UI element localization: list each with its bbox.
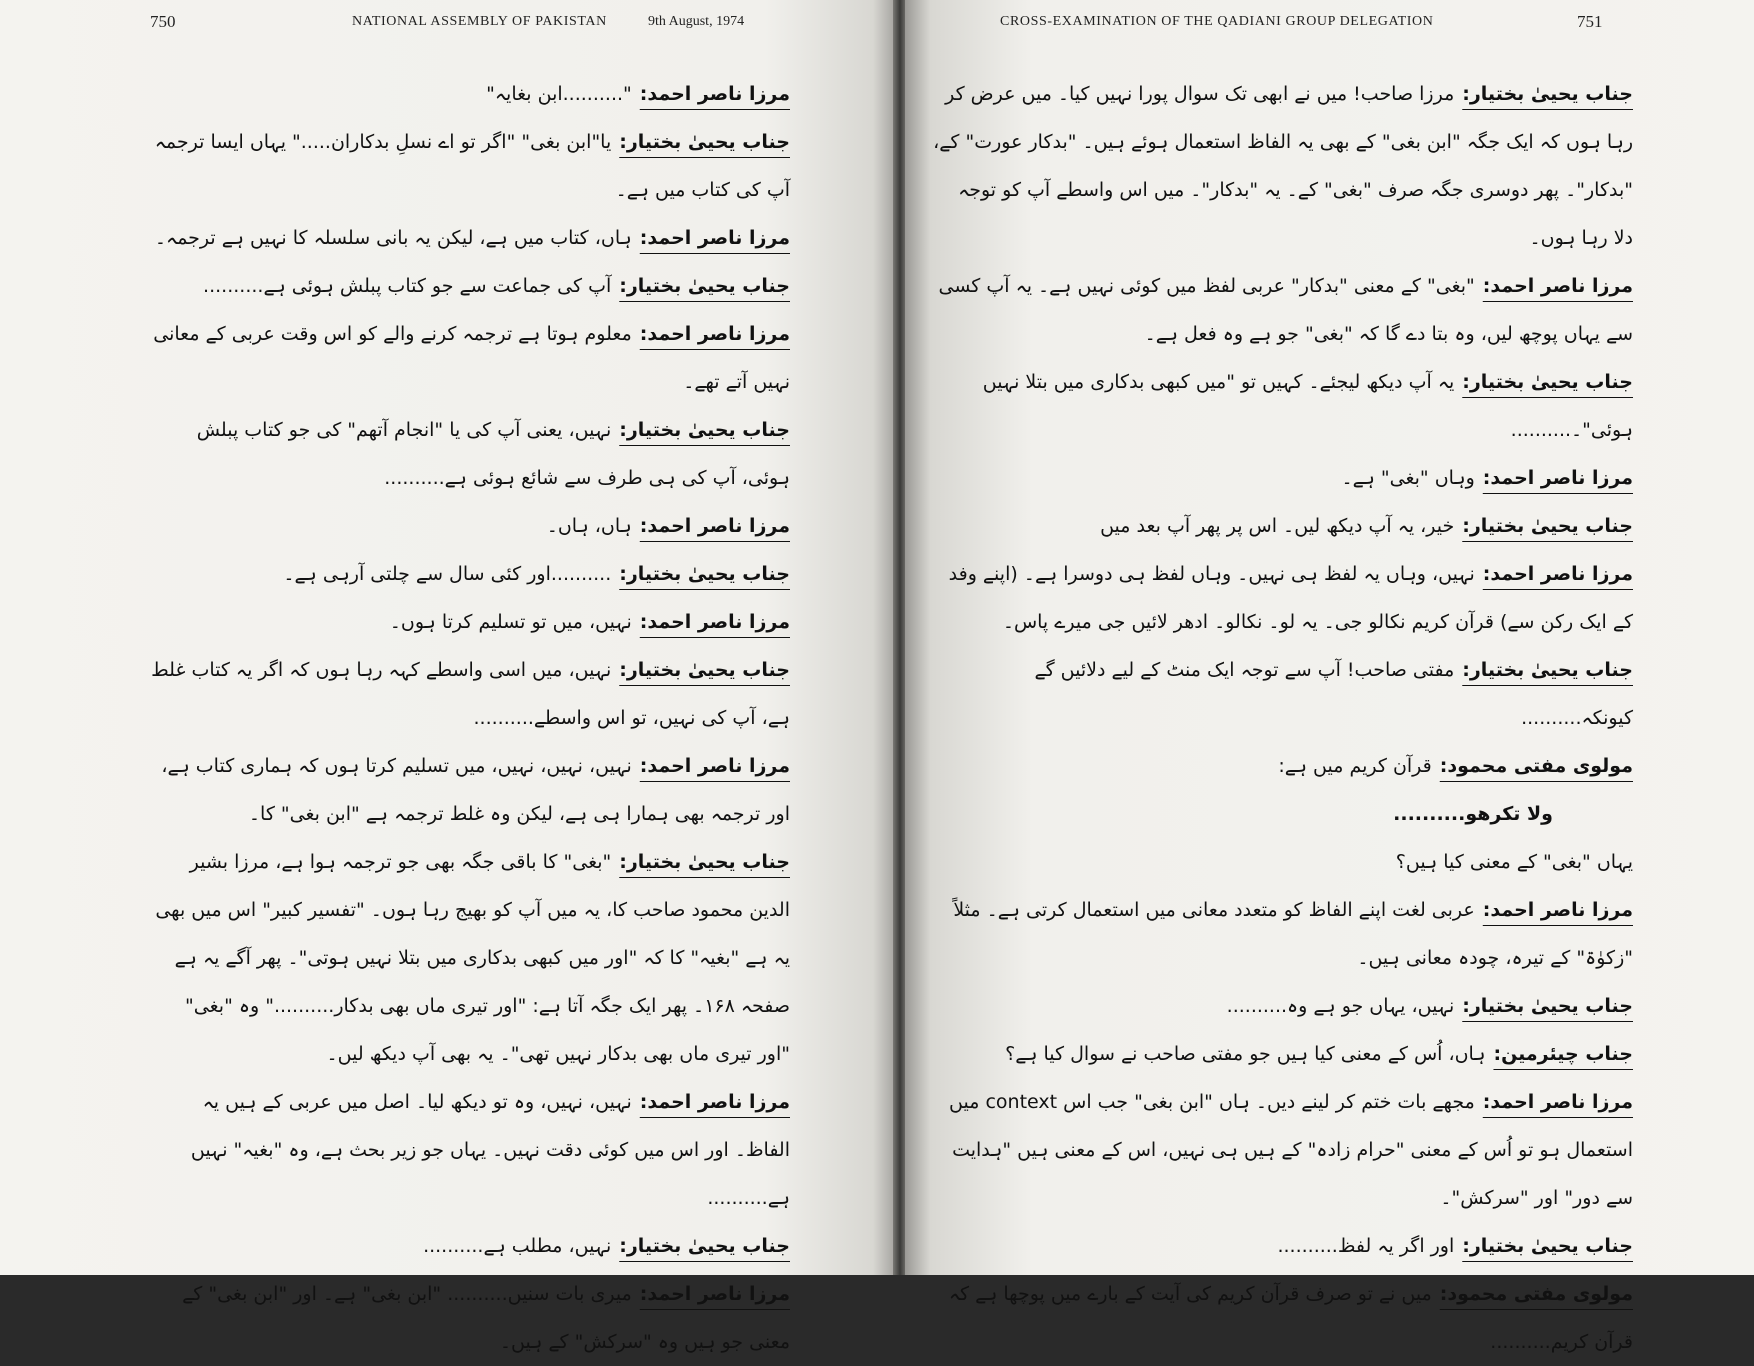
- dialogue-turn: [933, 646, 1633, 742]
- speaker-name: مرزا ناصر احمد:: [1482, 467, 1633, 489]
- speaker-name: جناب یحییٰ بختیار:: [1462, 515, 1633, 537]
- speech-text: "بغی" کے معنی "بدکار" عربی لفظ میں کوئی نہیں ہے۔ یہ آپ کسی سے یہاں پوچھ لیں، وہ بتا دے گا کہ "بغی" جو ہے وہ فعل ہے۔: [938, 275, 1633, 345]
- speaker-name: مرزا ناصر احمد:: [639, 1283, 790, 1305]
- speech-text: مرزا صاحب! میں نے ابھی تک سوال پورا نہیں کیا۔ میں عرض کر رہا ہوں کہ ایک جگہ "ابن بغی" کے بھی یہ الفاظ استعمال ہوئے ہیں۔ "بدکار عورت" کے، "بدکار"۔ پھر دوسری جگہ صرف "بغی" کے۔ یہ "بدکار"۔ میں اس واسطے آپ کو توجہ دلا رہا ہوں۔: [933, 83, 1633, 249]
- speech-text: نہیں، میں تو تسلیم کرتا ہوں۔: [389, 611, 632, 633]
- speaker-name: مرزا ناصر احمد:: [639, 323, 790, 345]
- speech-text: عربی لغت اپنے الفاظ کو متعدد معانی میں استعمال کرتی ہے۔ مثلاً "زکوٰۃ" کے تیرہ، چودہ معانی ہیں۔: [953, 899, 1633, 969]
- dialogue-turn: [933, 1030, 1633, 1078]
- speech-text: "بغی" کا باقی جگہ بھی جو ترجمہ ہوا ہے، مرزا بشیر الدین محمود صاحب کا، یہ میں آپ کو بھیج رہا ہوں۔ "تفسیر کبیر" اس میں بھی یہ ہے "بغیہ" کا کہ "اور میں کبھی بدکاری میں بتلا نہیں ہوتی"۔ پھر آگے یہ ہے صفحہ ۱۶۸۔ پھر ایک جگہ آتا ہے: "اور تیری ماں بھی بدکار.........." وہ "بغی" "اور تیری ماں بھی بدکار نہیں تھی"۔ یہ بھی آپ دیکھ لیں۔: [155, 851, 790, 1065]
- running-header-title: NATIONAL ASSEMBLY OF PAKISTAN: [352, 14, 607, 29]
- speech-text: ..........اور کئی سال سے چلتی آرہی ہے۔: [283, 563, 612, 585]
- speech-text: ہاں، اُس کے معنی کیا ہیں جو مفتی صاحب نے سوال کیا ہے؟: [1005, 1043, 1486, 1065]
- speaker-name: جناب چیئرمین:: [1493, 1043, 1633, 1065]
- speech-text: مفتی صاحب! آپ سے توجہ ایک منٹ کے لیے دلائیں گے کیونکہ..........: [1034, 659, 1633, 729]
- speaker-name: جناب یحییٰ بختیار:: [1462, 1235, 1633, 1257]
- verse-text: ولا تکرھو..........: [1393, 803, 1553, 825]
- speaker-name: جناب یحییٰ بختیار:: [619, 563, 790, 585]
- speaker-name: مرزا ناصر احمد:: [639, 515, 790, 537]
- speech-text: میں نے تو صرف قرآن کریم کی آیت کے بارے میں پوچھا ہے کہ قرآن کریم..........: [948, 1283, 1633, 1353]
- speech-text: ہاں، کتاب میں ہے، لیکن یہ بانی سلسلہ کا نہیں ہے ترجمہ۔: [154, 227, 632, 249]
- dialogue-turn: [150, 1270, 790, 1366]
- speaker-name: مرزا ناصر احمد:: [1482, 563, 1633, 585]
- dialogue-turn: [150, 838, 790, 1078]
- dialogue-turn: [933, 1270, 1633, 1366]
- dialogue-turn: [150, 1222, 790, 1270]
- speech-text: مجھے بات ختم کر لینے دیں۔ ہاں "ابن بغی" جب اس context میں استعمال ہو تو اُس کے معنی "حرام زادہ" کے ہیں ہی نہیں، اس کے معنی ہیں "ہدایت سے دور" اور "سرکش"۔: [949, 1091, 1633, 1209]
- dialogue-turn: [150, 262, 790, 310]
- speaker-name: مرزا ناصر احمد:: [1482, 275, 1633, 297]
- speech-text: یہاں "بغی" کے معنی کیا ہیں؟: [1395, 851, 1633, 873]
- dialogue-turn: [933, 502, 1633, 550]
- dialogue-turn: [150, 70, 790, 118]
- dialogue-turn: [933, 70, 1633, 262]
- speech-text: اور اگر یہ لفظ..........: [1277, 1235, 1455, 1257]
- speech-text: نہیں، یعنی آپ کی یا "انجام آتھم" کی جو کتاب پبلش ہوئی، آپ کی ہی طرف سے شائع ہوئی ہے..........: [196, 419, 790, 489]
- speaker-name: مرزا ناصر احمد:: [1482, 1091, 1633, 1113]
- page-body: [933, 70, 1633, 1366]
- speaker-name: جناب یحییٰ بختیار:: [619, 851, 790, 873]
- speaker-name: مرزا ناصر احمد:: [639, 1091, 790, 1113]
- dialogue-turn: [150, 502, 790, 550]
- quran-verse: [933, 790, 1633, 838]
- question-line: [933, 838, 1633, 886]
- speech-text: خیر، یہ آپ دیکھ لیں۔ اس پر پھر آپ بعد میں: [1100, 515, 1455, 537]
- dialogue-turn: [150, 214, 790, 262]
- speaker-name: جناب یحییٰ بختیار:: [1462, 371, 1633, 393]
- speaker-name: جناب یحییٰ بختیار:: [619, 659, 790, 681]
- dialogue-turn: [933, 1222, 1633, 1270]
- speaker-name: مرزا ناصر احمد:: [639, 755, 790, 777]
- dialogue-turn: [150, 310, 790, 406]
- dialogue-turn: [150, 598, 790, 646]
- speech-text: آپ کی جماعت سے جو کتاب پبلش ہوئی ہے..........: [203, 275, 612, 297]
- speech-text: نہیں، مطلب ہے..........: [423, 1235, 612, 1257]
- speech-text: نہیں، نہیں، نہیں، میں تسلیم کرتا ہوں کہ ہماری کتاب ہے، اور ترجمہ بھی ہمارا ہی ہے، لیکن وہ غلط ترجمہ ہے "ابن بغی" کا۔: [161, 755, 790, 825]
- speech-text: وہاں "بغی" ہے۔: [1341, 467, 1475, 489]
- speech-text: نہیں، نہیں، وہ تو دیکھ لیا۔ اصل میں عربی کے ہیں یہ الفاظ۔ اور اس میں کوئی دقت نہیں۔ یہاں جو زیر بحث ہے، وہ "بغیہ" نہیں ہے..........: [190, 1091, 790, 1209]
- dialogue-turn: [933, 982, 1633, 1030]
- speaker-name: جناب یحییٰ بختیار:: [1462, 83, 1633, 105]
- speech-text: یہ آپ دیکھ لیجئے۔ کہیں تو "میں کبھی بدکاری میں بتلا نہیں ہوئی"۔..........: [982, 371, 1633, 441]
- dialogue-turn: [933, 550, 1633, 646]
- speaker-name: جناب یحییٰ بختیار:: [619, 131, 790, 153]
- speech-text: نہیں، یہاں جو ہے وہ..........: [1226, 995, 1455, 1017]
- speech-text: قرآن کریم میں ہے:: [1278, 755, 1432, 777]
- dialogue-turn: [150, 118, 790, 214]
- speech-text: یا"ابن بغی" "اگر تو اے نسلِ بدکاران....." یہاں ایسا ترجمہ آپ کی کتاب میں ہے۔: [154, 131, 790, 201]
- speaker-name: مرزا ناصر احمد:: [1482, 899, 1633, 921]
- dialogue-turn: [933, 454, 1633, 502]
- page-number: 751: [1577, 12, 1603, 31]
- dialogue-turn: [150, 742, 790, 838]
- dialogue-turn: [933, 886, 1633, 982]
- speaker-name: مرزا ناصر احمد:: [639, 83, 790, 105]
- page-body: [150, 70, 790, 1366]
- page-number: 750: [150, 12, 176, 31]
- speech-text: معلوم ہوتا ہے ترجمہ کرنے والے کو اس وقت عربی کے معانی نہیں آتے تھے۔: [153, 323, 790, 393]
- right-page: [905, 0, 1754, 1353]
- dialogue-turn: [150, 1078, 790, 1222]
- dialogue-turn: [150, 646, 790, 742]
- dialogue-turn: [150, 550, 790, 598]
- speaker-name: مولوی مفتی محمود:: [1439, 1283, 1633, 1305]
- speaker-name: مرزا ناصر احمد:: [639, 611, 790, 633]
- dialogue-turn: [933, 262, 1633, 358]
- speech-text: میری بات سنیں.......... "ابن بغی" ہے۔ اور "ابن بغی" کے معنی جو ہیں وہ "سرکش" کے ہیں۔: [182, 1283, 790, 1353]
- running-header-date: 9th August, 1974: [648, 14, 745, 29]
- dialogue-turn: [150, 406, 790, 502]
- speaker-name: جناب یحییٰ بختیار:: [619, 275, 790, 297]
- speaker-name: جناب یحییٰ بختیار:: [619, 419, 790, 441]
- dialogue-turn: [933, 742, 1633, 790]
- running-header-title: CROSS-EXAMINATION OF THE QADIANI GROUP DELEGATION: [1000, 14, 1434, 29]
- speaker-name: مرزا ناصر احمد:: [639, 227, 790, 249]
- speaker-name: جناب یحییٰ بختیار:: [1462, 659, 1633, 681]
- speaker-name: مولوی مفتی محمود:: [1439, 755, 1633, 777]
- dialogue-turn: [933, 1078, 1633, 1222]
- speaker-name: جناب یحییٰ بختیار:: [1462, 995, 1633, 1017]
- speaker-name: جناب یحییٰ بختیار:: [619, 1235, 790, 1257]
- dialogue-turn: [933, 358, 1633, 454]
- speech-text: نہیں، میں اسی واسطے کہہ رہا ہوں کہ اگر یہ کتاب غلط ہے، آپ کی نہیں، تو اس واسطے..........: [151, 659, 790, 729]
- speech-text: "..........ابن بغایہ": [486, 83, 632, 105]
- speech-text: نہیں، وہاں یہ لفظ ہی نہیں۔ وہاں لفظ ہی دوسرا ہے۔ (اپنے وفد کے ایک رکن سے) قرآن کریم نکالو جی۔ یہ لو۔ نکالو۔ ادھر لائیں جی میرے پاس۔: [948, 563, 1633, 633]
- speech-text: ہاں، ہاں۔: [546, 515, 632, 537]
